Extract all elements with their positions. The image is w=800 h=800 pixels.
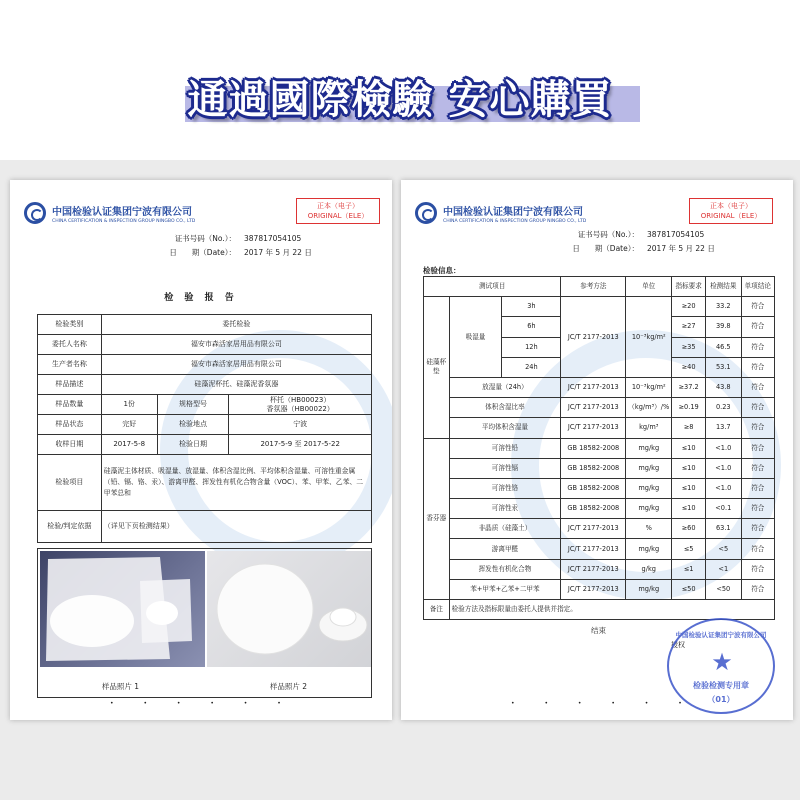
table-cell: 33.2 <box>706 297 742 317</box>
table-cell: 福安市森活家居用品有限公司 <box>101 335 371 355</box>
table-cell: 福安市森活家居用品有限公司 <box>101 355 371 375</box>
cert-meta: 证书号码（No.）： 387817054105 日 期（Date）： 2017 年 5 月 22 日 <box>572 230 715 253</box>
table-cell: 单位 <box>626 277 672 297</box>
table-cell: （kg/m³）/% <box>626 398 672 418</box>
table-cell: 收样日期 <box>38 435 102 455</box>
table-cell: 符合 <box>741 499 774 519</box>
sample-photo-1 <box>40 551 205 667</box>
table-cell: 符合 <box>741 398 774 418</box>
sample-photos <box>37 548 372 698</box>
table-cell: 样品数量 <box>38 395 102 415</box>
table-cell: GB 18582-2008 <box>561 458 626 478</box>
table-cell: ≥0.19 <box>672 398 706 418</box>
table-cell: 53.1 <box>706 357 742 377</box>
table-cell: mg/kg <box>626 539 672 559</box>
table-cell: ≥40 <box>672 357 706 377</box>
table-cell: kg/m³ <box>626 418 672 438</box>
table-cell: 10⁻³kg/m² <box>626 297 672 378</box>
table-cell: ≤50 <box>672 579 706 599</box>
table-cell: <1.0 <box>706 458 742 478</box>
table-cell: 苯+甲苯+乙苯+二甲苯 <box>449 579 561 599</box>
table-cell: 符合 <box>741 317 774 337</box>
table-cell: 完好 <box>101 415 157 435</box>
seal-number: （01） <box>707 695 735 704</box>
table-cell: JC/T 2177-2013 <box>561 398 626 418</box>
table-cell: 63.1 <box>706 519 742 539</box>
cert-date: 2017 年 5 月 22 日 <box>244 248 312 257</box>
org-header <box>24 202 195 224</box>
table-cell: 备注 <box>424 600 450 620</box>
end-marker: 结束 <box>591 626 606 635</box>
table-cell: 符合 <box>741 478 774 498</box>
page-footer-dots: • • • • • • <box>511 700 696 707</box>
table-cell: 可溶性汞 <box>449 499 561 519</box>
original-stamp: 正本（电子） ORIGINAL（ELE） <box>296 198 380 224</box>
table-cell: ≥8 <box>672 418 706 438</box>
table-cell: 符合 <box>741 418 774 438</box>
table-cell: 2017-5-9 至 2017-5-22 <box>229 435 372 455</box>
report-page-2 <box>401 180 793 720</box>
org-header <box>415 202 586 224</box>
table-cell: 挥发性有机化合物 <box>449 559 561 579</box>
table-cell: 可溶性镉 <box>449 458 561 478</box>
table-cell: 检验/判定依据 <box>38 511 102 543</box>
table-cell: 宁波 <box>229 415 372 435</box>
cci-logo-icon <box>415 202 437 224</box>
table-cell: ≥37.2 <box>672 377 706 397</box>
table-cell: ≤1 <box>672 559 706 579</box>
table-cell: <1.0 <box>706 478 742 498</box>
original-stamp: 正本（电子） ORIGINAL（ELE） <box>689 198 773 224</box>
table-cell: JC/T 2177-2013 <box>561 559 626 579</box>
table-cell: 平均体积含湿量 <box>449 418 561 438</box>
table-cell: 杯托（HB00023） 香氛器（HB00022） <box>229 395 372 415</box>
photo-2-caption: 样品照片 2 <box>269 682 308 691</box>
table-cell: 放湿量（24h） <box>449 377 561 397</box>
table-cell: 46.5 <box>706 337 742 357</box>
table-cell: 检验地点 <box>157 415 229 435</box>
cert-number: 387817054105 <box>647 230 705 239</box>
table-cell: 委托人名称 <box>38 335 102 355</box>
table-cell: 检验类别 <box>38 315 102 335</box>
table-cell: ≥35 <box>672 337 706 357</box>
table-cell: 符合 <box>741 337 774 357</box>
table-cell: 符合 <box>741 579 774 599</box>
banner <box>0 0 800 160</box>
photo-1-caption: 样品照片 1 <box>101 682 140 691</box>
table-cell: mg/kg <box>626 438 672 458</box>
table-cell: 1份 <box>101 395 157 415</box>
table-cell: 可溶性铅 <box>449 438 561 458</box>
table-cell: 2017-5-8 <box>101 435 157 455</box>
table-cell: <1.0 <box>706 438 742 458</box>
table-cell: JC/T 2177-2013 <box>561 519 626 539</box>
table-cell: 检验项目 <box>38 455 102 511</box>
table-cell: 检测结果 <box>706 277 742 297</box>
table-cell: 10⁻³kg/m² <box>626 377 672 397</box>
table-cell: ≥20 <box>672 297 706 317</box>
table-cell: ≥27 <box>672 317 706 337</box>
table-cell: 参考方法 <box>561 277 626 297</box>
table-cell: ≤10 <box>672 458 706 478</box>
table-cell: 12h <box>502 337 561 357</box>
cert-meta: 证书号码（No.）： 387817054105 日 期（Date）： 2017 年 5 月 22 日 <box>169 234 312 257</box>
table-cell: GB 18582-2008 <box>561 438 626 458</box>
test-results-table <box>423 276 775 620</box>
table-cell: <1 <box>706 559 742 579</box>
table-cell: GB 18582-2008 <box>561 499 626 519</box>
table-cell: JC/T 2177-2013 <box>561 579 626 599</box>
cci-logo-icon <box>24 202 46 224</box>
table-cell: 43.8 <box>706 377 742 397</box>
table-cell: 单项结论 <box>741 277 774 297</box>
table-cell: 香芬器 <box>424 438 450 600</box>
table-cell: （详见下页检测结果） <box>101 511 371 543</box>
table-cell: JC/T 2177-2013 <box>561 297 626 378</box>
table-cell: JC/T 2177-2013 <box>561 377 626 397</box>
table-cell: ≥60 <box>672 519 706 539</box>
table-cell: 检验日期 <box>157 435 229 455</box>
report-title: 检 验 报 告 <box>164 293 238 303</box>
signature-label: 授权 <box>671 641 685 649</box>
table-cell: ≤10 <box>672 499 706 519</box>
table-cell: 硅藻泥主体材质、吸湿量、放湿量、体积含湿比例、平均体积含湿量、可溶性重金属（铅、镉、铬、汞）、游离甲醛、挥发性有机化合物含量（VOC）、苯、甲苯、乙苯、二甲苯总和 <box>101 455 371 511</box>
table-cell: 符合 <box>741 458 774 478</box>
table-cell: 0.23 <box>706 398 742 418</box>
org-name-cn: 中国检验认证集团宁波有限公司 <box>443 206 583 218</box>
table-cell: 6h <box>502 317 561 337</box>
report-table <box>37 314 372 543</box>
table-cell: 规格型号 <box>157 395 229 415</box>
table-cell: 符合 <box>741 519 774 539</box>
table-cell: 符合 <box>741 559 774 579</box>
table-cell: g/kg <box>626 559 672 579</box>
table-cell: 体积含湿比率 <box>449 398 561 418</box>
org-name-en: CHINA CERTIFICATION & INSPECTION GROUP NINGBO CO., LTD <box>52 218 196 224</box>
page-footer-dots: • • • • • • <box>110 700 295 707</box>
table-cell: <0.1 <box>706 499 742 519</box>
table-cell: 非晶质（硅藻土） <box>449 519 561 539</box>
org-name-en: CHINA CERTIFICATION & INSPECTION GROUP NINGBO CO., LTD <box>443 218 587 224</box>
table-cell: 硅藻杯垫 <box>424 297 450 438</box>
table-cell: 3h <box>502 297 561 317</box>
table-cell: 游离甲醛 <box>449 539 561 559</box>
table-cell: <50 <box>706 579 742 599</box>
org-name-cn: 中国检验认证集团宁波有限公司 <box>52 206 192 218</box>
table-cell: mg/kg <box>626 478 672 498</box>
table-cell: 硅藻泥杯托、硅藻泥香氛器 <box>101 375 371 395</box>
table-cell: 委托检验 <box>101 315 371 335</box>
table-cell: 样品状态 <box>38 415 102 435</box>
table-cell: ≤5 <box>672 539 706 559</box>
table-cell: 指标要求 <box>672 277 706 297</box>
cert-number: 387817054105 <box>244 234 302 243</box>
table-cell: 符合 <box>741 357 774 377</box>
table-cell: 符合 <box>741 297 774 317</box>
table-cell: 测试项目 <box>424 277 561 297</box>
table-cell: 13.7 <box>706 418 742 438</box>
table-cell: 39.8 <box>706 317 742 337</box>
seal-org-text: 中国检验认证集团宁波有限公司 <box>675 631 767 639</box>
table-cell: JC/T 2177-2013 <box>561 418 626 438</box>
table-cell: 吸湿量 <box>449 297 502 378</box>
table-cell: GB 18582-2008 <box>561 478 626 498</box>
table-cell: 符合 <box>741 539 774 559</box>
report-page-1 <box>10 180 392 720</box>
table-cell: 生产者名称 <box>38 355 102 375</box>
banner-title: 通過國際檢驗 安心購買 <box>187 77 613 123</box>
table-cell: mg/kg <box>626 579 672 599</box>
table-cell: mg/kg <box>626 499 672 519</box>
section-label: 检验信息： <box>423 266 461 275</box>
table-cell: ≤10 <box>672 478 706 498</box>
table-cell: ≤10 <box>672 438 706 458</box>
table-cell: 可溶性铬 <box>449 478 561 498</box>
sample-photo-2 <box>207 551 371 667</box>
seal-purpose-text: 检验检测专用章 <box>693 681 749 690</box>
table-cell: % <box>626 519 672 539</box>
table-cell: 符合 <box>741 377 774 397</box>
star-icon: ★ <box>711 648 733 676</box>
table-cell: mg/kg <box>626 458 672 478</box>
table-cell: 样品描述 <box>38 375 102 395</box>
table-cell: 符合 <box>741 438 774 458</box>
table-cell: JC/T 2177-2013 <box>561 539 626 559</box>
table-cell: <5 <box>706 539 742 559</box>
table-cell: 24h <box>502 357 561 377</box>
cert-date: 2017 年 5 月 22 日 <box>647 244 715 253</box>
table-cell: 检验方法及指标限量由委托人提供并指定。 <box>449 600 774 620</box>
